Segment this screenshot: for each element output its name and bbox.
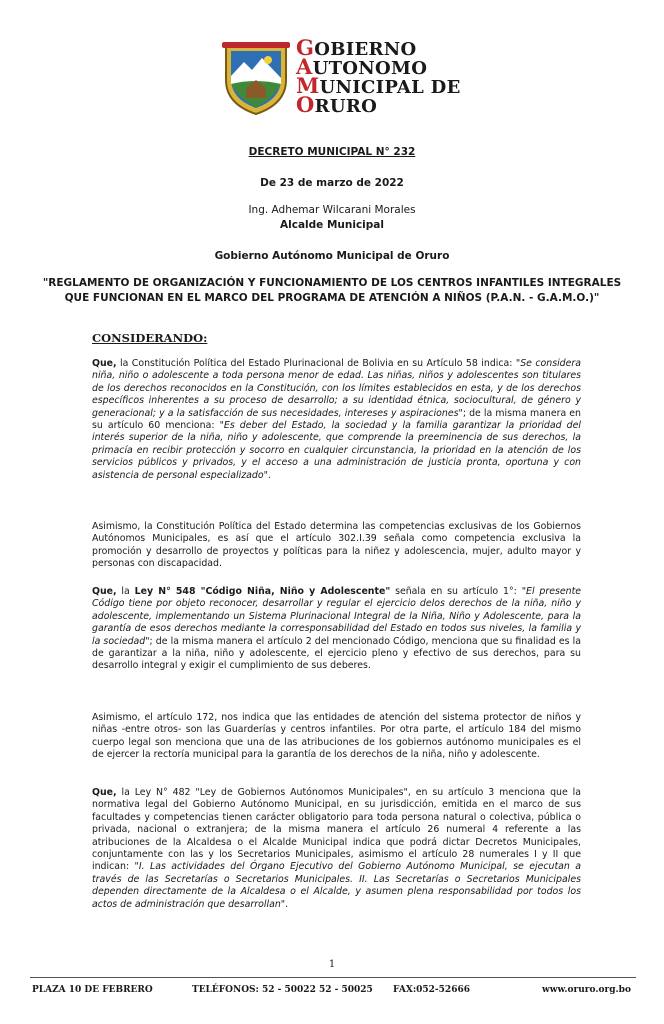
paragraph-constitution: Que, la Constitución Política del Estado Plurinacional de Bolivia en su Artículo 58 indica: "Se considera niña, niño o adolescente a toda persona menor de edad. Las niñas, niños y adolescentes son titulares de los derechos reconocidos en la Constitución, con los límites establecidos en esta, y de los derechos específicos inherentes a su proceso de desarrollo; a su identidad étnica, sociocultural, de género y generacional; y a la satisfacción de sus necesidades, intereses y aspiraciones"; de la misma manera en su artículo 60 menciona: "Es deber del Estado, la sociedad y la familia garantizar la prioridad del interés superior de la niña, niño y adolescente, que comprende la preeminencia de sus derechos, la primacía en recibir protección y socorro en cualquier circunstancia, la prioridad en la atención de los servicios públicos y privados, y el acceso a una administración de justicia pronta, oportuna y con asistencia de personal especializado". — [92, 358, 582, 481]
letterhead — [0, 36, 664, 126]
brand-wordmark — [296, 35, 461, 117]
footer-website: www.oruro.org.bo — [542, 985, 631, 995]
paragraph-law-548: Que, la Ley N° 548 "Código Niña, Niño y Adolescente" señala en su artículo 1°: "El presente Código tiene por objeto reconocer, desarrollar y regular el ejercicio delos derechos de la niña, niño y adolescente, implementando un Sistema Plurinacional Integral de la Niña, Niño y Adolescente, para la garantía de esos derechos mediante la corresponsabilidad del Estado en todos sus niveles, la familia y la sociedad"; de la misma manera el artículo 2 del mencionado Código, menciona que su finalidad es la de garantizar a la niña, niño y adolescente, el ejercicio pleno y efectivo de sus derechos, para su desarrollo integral y exigir el cumplimiento de sus deberes. — [92, 586, 582, 672]
page-number: 1 — [328, 959, 336, 970]
brand-line: AUTONOMO — [296, 54, 428, 79]
paragraph-law-482: Que, la Ley N° 482 "Ley de Gobiernos Autónomos Municipales", en su artículo 3 menciona que la normativa legal del Gobierno Autónomo Municipal, en su jurisdicción, emitida en el marco de sus facultades y competencias tienen carácter obligatorio para toda persona natural o colectiva, pública o privada, nacional o extranjera; de la misma manera el artículo 26 numeral 4 referente a las atribuciones de la Alcaldesa o el Alcalde Municipal indica que podrá dictar Decretos Municipales, conjuntamente con las y los Secretarios Municipales, asimismo el artículo 28 numerales I y II que indican: "I. Las actividades del Órgano Ejecutivo del Gobierno Autónomo Municipal, se ejecutan a través de las Secretarías o Secretarios Municipales. II. Las Secretarías o Secretarios Municipales dependen directamente de la Alcaldesa o el Alcalde, y asumen plena responsabilidad por todos los actos de administración que desarrollan". — [92, 787, 581, 910]
signer-role: Alcalde Municipal — [280, 219, 384, 231]
decree-date: De 23 de marzo de 2022 — [260, 177, 404, 189]
footer-divider — [30, 977, 636, 978]
regulation-title: "REGLAMENTO DE ORGANIZACIÓN Y FUNCIONAMIENTO DE LOS CENTROS INFANTILES INTEGRALES QUE FUNCIONAN EN EL MARCO DEL PROGRAMA DE ATENCIÓN A NIÑOS (P.A.N. - G.A.M.O.)" — [42, 277, 622, 304]
brand-line: ORURO — [296, 92, 378, 117]
brand-line: MUNICIPAL DE — [296, 73, 461, 98]
paragraph-article-172: Asimismo, el artículo 172, nos indica que las entidades de atención del sistema protector de niños y niñas -entre otros- son las Guarderías y centros infantiles. Por otra parte, el artículo 184 del mismo cuerpo legal son menciona que una de las atribuciones de los gobiernos autónomo municipales es el de ejercer la rectoría municipal para la garantía de los derechos de la niña, niño y adolescente. — [92, 712, 581, 761]
decree-title: DECRETO MUNICIPAL N° 232 — [248, 146, 416, 158]
considerando-heading: CONSIDERANDO: — [92, 331, 208, 345]
brand-line: GOBIERNO — [296, 35, 417, 60]
institution-name: Gobierno Autónomo Municipal de Oruro — [214, 250, 450, 262]
footer-address: PLAZA 10 DE FEBRERO — [32, 985, 153, 995]
footer-phones: TELÉFONOS: 52 - 50022 52 - 50025 — [192, 985, 373, 995]
footer-fax: FAX:052-52666 — [393, 985, 470, 995]
paragraph-competencies: Asimismo, la Constitución Política del Estado determina las competencias exclusivas de los Gobiernos Autónomos Municipales, es así que el artículo 302.I.39 señala como competencia exclusiva la promoción y desarrollo de proyectos y políticas para la niñez y adolescencia, mujer, adulto mayor y personas con discapacidad. — [92, 521, 581, 570]
signer-name: Ing. Adhemar Wilcarani Morales — [248, 204, 416, 216]
coat-of-arms-icon — [222, 40, 290, 116]
